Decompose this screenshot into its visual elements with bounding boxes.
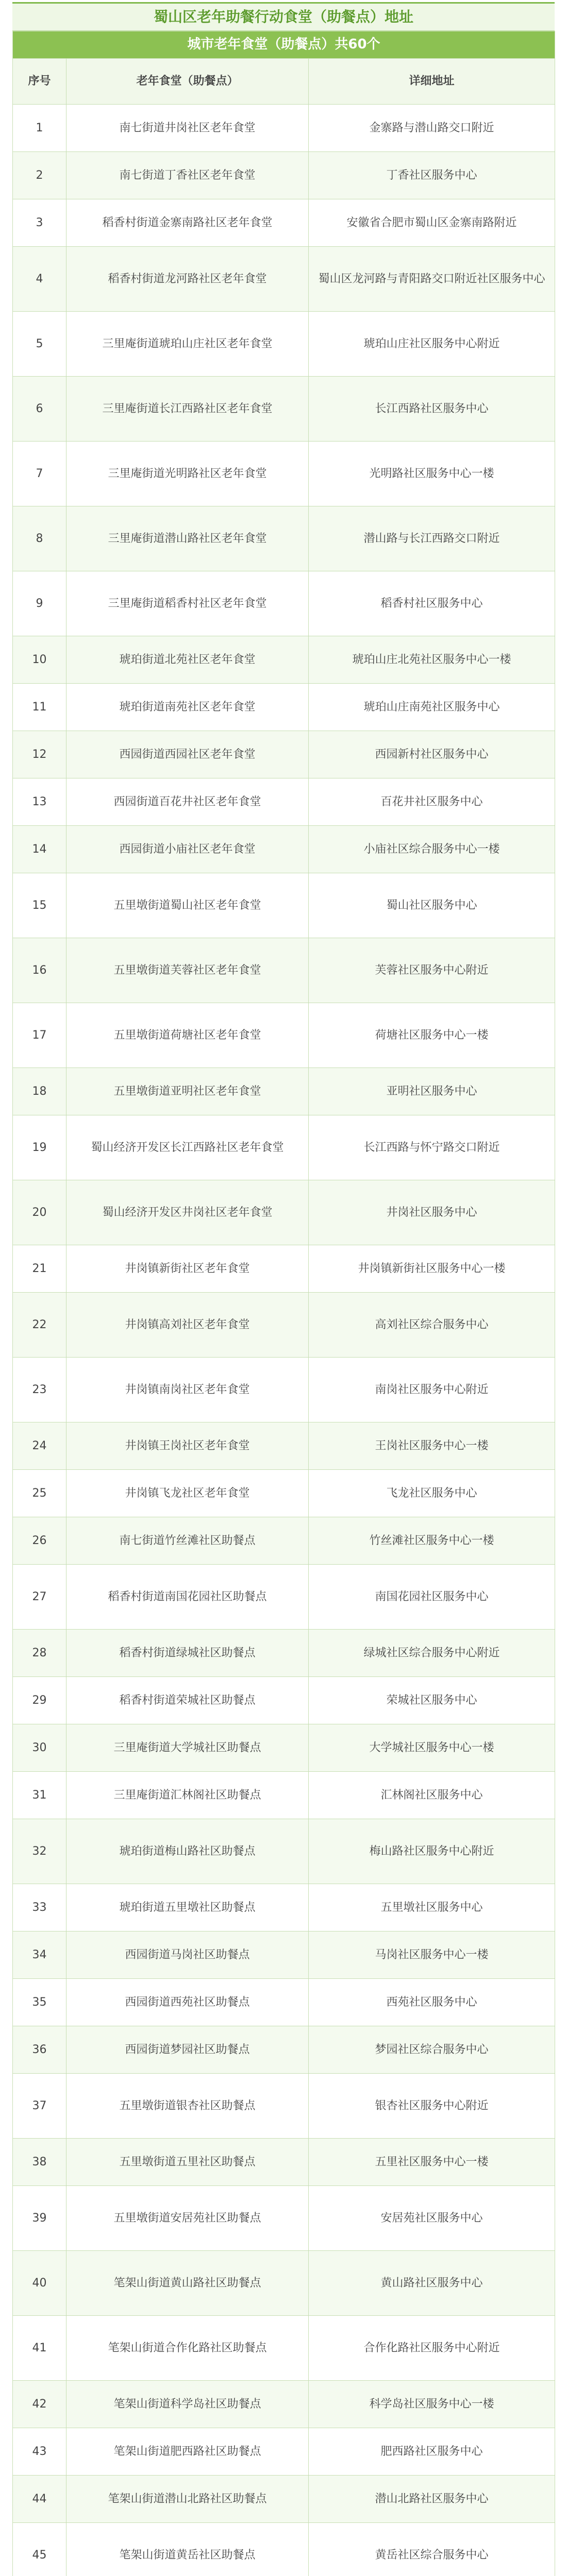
canteen-name: 井岗镇王岗社区老年食堂 — [66, 1422, 309, 1470]
canteen-address: 高刘社区综合服务中心 — [309, 1293, 555, 1358]
canteen-address: 潜山路与长江西路交口附近 — [309, 506, 555, 571]
row-number: 41 — [13, 2316, 66, 2381]
table-row — [13, 636, 555, 684]
canteen-name: 南七街道丁香社区老年食堂 — [66, 152, 309, 199]
table-row — [13, 571, 555, 636]
table-row — [13, 1565, 555, 1630]
canteen-address: 稻香村社区服务中心 — [309, 571, 555, 636]
row-number: 13 — [13, 778, 66, 826]
row-number: 10 — [13, 636, 66, 684]
canteen-name: 稻香村街道龙河路社区老年食堂 — [66, 247, 309, 312]
row-number: 39 — [13, 2186, 66, 2251]
canteen-address: 西苑社区服务中心 — [309, 1979, 555, 2026]
canteen-name: 蜀山经济开发区井岗社区老年食堂 — [66, 1180, 309, 1245]
canteen-address: 荣城社区服务中心 — [309, 1677, 555, 1724]
canteen-name: 三里庵街道汇林阁社区助餐点 — [66, 1772, 309, 1819]
canteen-address: 百花井社区服务中心 — [309, 778, 555, 826]
row-number: 3 — [13, 199, 66, 247]
canteen-address: 王岗社区服务中心一楼 — [309, 1422, 555, 1470]
canteen-address: 五里墩社区服务中心 — [309, 1884, 555, 1931]
table-row — [13, 2251, 555, 2316]
row-number: 21 — [13, 1245, 66, 1293]
row-number: 44 — [13, 2476, 66, 2523]
table-row — [13, 312, 555, 377]
row-number: 17 — [13, 1003, 66, 1068]
row-number: 2 — [13, 152, 66, 199]
canteen-address: 潜山北路社区服务中心 — [309, 2476, 555, 2523]
canteen-name: 西园街道西苑社区助餐点 — [66, 1979, 309, 2026]
table-row — [13, 1772, 555, 1819]
canteen-address: 绿城社区综合服务中心附近 — [309, 1630, 555, 1677]
row-number: 15 — [13, 873, 66, 938]
canteen-address: 蜀山区龙河路与青阳路交口附近社区服务中心 — [309, 247, 555, 312]
canteen-name: 五里墩街道五里社区助餐点 — [66, 2139, 309, 2186]
row-number: 24 — [13, 1422, 66, 1470]
row-number: 37 — [13, 2074, 66, 2139]
canteen-name: 琥珀街道五里墩社区助餐点 — [66, 1884, 309, 1931]
canteen-address: 丁香社区服务中心 — [309, 152, 555, 199]
canteen-name: 五里墩街道安居苑社区助餐点 — [66, 2186, 309, 2251]
canteen-address: 银杏社区服务中心附近 — [309, 2074, 555, 2139]
table-row — [13, 2026, 555, 2074]
canteen-table — [12, 31, 555, 2576]
canteen-name: 稻香村街道荣城社区助餐点 — [66, 1677, 309, 1724]
canteen-address: 梅山路社区服务中心附近 — [309, 1819, 555, 1884]
table-row — [13, 1245, 555, 1293]
canteen-name: 琥珀街道北苑社区老年食堂 — [66, 636, 309, 684]
canteen-address: 小庙社区综合服务中心一楼 — [309, 826, 555, 873]
canteen-name: 五里墩街道亚明社区老年食堂 — [66, 1068, 309, 1115]
table-row — [13, 1630, 555, 1677]
table-row — [13, 1724, 555, 1772]
canteen-address: 南国花园社区服务中心 — [309, 1565, 555, 1630]
row-number: 12 — [13, 731, 66, 778]
row-number: 8 — [13, 506, 66, 571]
canteen-address: 飞龙社区服务中心 — [309, 1470, 555, 1517]
canteen-address: 黄山路社区服务中心 — [309, 2251, 555, 2316]
row-number: 5 — [13, 312, 66, 377]
table-row — [13, 152, 555, 199]
row-number: 23 — [13, 1358, 66, 1422]
canteen-name: 蜀山经济开发区长江西路社区老年食堂 — [66, 1115, 309, 1180]
row-number: 42 — [13, 2381, 66, 2428]
table-row — [13, 2476, 555, 2523]
canteen-address: 合作化路社区服务中心附近 — [309, 2316, 555, 2381]
column-header-address: 详细地址 — [309, 59, 555, 105]
table-row — [13, 2316, 555, 2381]
canteen-address: 大学城社区服务中心一楼 — [309, 1724, 555, 1772]
row-number: 7 — [13, 442, 66, 506]
canteen-address: 井岗镇新街社区服务中心一楼 — [309, 1245, 555, 1293]
canteen-name: 南七街道竹丝滩社区助餐点 — [66, 1517, 309, 1565]
canteen-address: 长江西路与怀宁路交口附近 — [309, 1115, 555, 1180]
table-row — [13, 1003, 555, 1068]
canteen-name: 三里庵街道稻香村社区老年食堂 — [66, 571, 309, 636]
row-number: 27 — [13, 1565, 66, 1630]
canteen-name: 笔架山街道黄岳社区助餐点 — [66, 2523, 309, 2576]
table-row — [13, 199, 555, 247]
table-row — [13, 731, 555, 778]
canteen-address: 琥珀山庄北苑社区服务中心一楼 — [309, 636, 555, 684]
row-number: 31 — [13, 1772, 66, 1819]
canteen-address: 竹丝滩社区服务中心一楼 — [309, 1517, 555, 1565]
canteen-name: 井岗镇新街社区老年食堂 — [66, 1245, 309, 1293]
table-row — [13, 2074, 555, 2139]
table-row — [13, 2523, 555, 2576]
table-row — [13, 1180, 555, 1245]
canteen-address: 琥珀山庄南苑社区服务中心 — [309, 684, 555, 731]
row-number: 30 — [13, 1724, 66, 1772]
canteen-name: 西园街道梦园社区助餐点 — [66, 2026, 309, 2074]
canteen-name: 琥珀街道南苑社区老年食堂 — [66, 684, 309, 731]
canteen-address: 亚明社区服务中心 — [309, 1068, 555, 1115]
canteen-address: 五里社区服务中心一楼 — [309, 2139, 555, 2186]
canteen-address: 琥珀山庄社区服务中心附近 — [309, 312, 555, 377]
table-row — [13, 1115, 555, 1180]
canteen-address: 安居苑社区服务中心 — [309, 2186, 555, 2251]
canteen-address: 南岗社区服务中心附近 — [309, 1358, 555, 1422]
table-row — [13, 2428, 555, 2476]
canteen-address: 安徽省合肥市蜀山区金寨南路附近 — [309, 199, 555, 247]
row-number: 26 — [13, 1517, 66, 1565]
canteen-address: 西园新村社区服务中心 — [309, 731, 555, 778]
table-row — [13, 1470, 555, 1517]
row-number: 9 — [13, 571, 66, 636]
table-subheader-row — [13, 31, 555, 59]
table-row — [13, 2186, 555, 2251]
canteen-name: 笔架山街道合作化路社区助餐点 — [66, 2316, 309, 2381]
canteen-name: 笔架山街道黄山路社区助餐点 — [66, 2251, 309, 2316]
canteen-address: 马岗社区服务中心一楼 — [309, 1931, 555, 1979]
table-row — [13, 377, 555, 442]
table-row — [13, 1422, 555, 1470]
row-number: 4 — [13, 247, 66, 312]
canteen-name: 西园街道西园社区老年食堂 — [66, 731, 309, 778]
table-row — [13, 1358, 555, 1422]
table-row — [13, 1931, 555, 1979]
row-number: 29 — [13, 1677, 66, 1724]
document-title: 蜀山区老年助餐行动食堂（助餐点）地址 — [12, 2, 555, 31]
row-number: 25 — [13, 1470, 66, 1517]
row-number: 35 — [13, 1979, 66, 2026]
canteen-name: 三里庵街道琥珀山庄社区老年食堂 — [66, 312, 309, 377]
table-row — [13, 684, 555, 731]
canteen-address: 金寨路与潜山路交口附近 — [309, 105, 555, 152]
canteen-address: 芙蓉社区服务中心附近 — [309, 938, 555, 1003]
table-row — [13, 1884, 555, 1931]
canteen-address: 肥西路社区服务中心 — [309, 2428, 555, 2476]
canteen-name: 五里墩街道芙蓉社区老年食堂 — [66, 938, 309, 1003]
table-row — [13, 1517, 555, 1565]
table-row — [13, 1293, 555, 1358]
table-row — [13, 105, 555, 152]
canteen-name: 三里庵街道大学城社区助餐点 — [66, 1724, 309, 1772]
table-body — [13, 31, 555, 2576]
row-number: 28 — [13, 1630, 66, 1677]
row-number: 33 — [13, 1884, 66, 1931]
table-row — [13, 938, 555, 1003]
canteen-name: 稻香村街道绿城社区助餐点 — [66, 1630, 309, 1677]
table-row — [13, 1068, 555, 1115]
row-number: 18 — [13, 1068, 66, 1115]
table-row — [13, 1819, 555, 1884]
canteen-address: 井岗社区服务中心 — [309, 1180, 555, 1245]
canteen-address: 蜀山社区服务中心 — [309, 873, 555, 938]
canteen-name: 三里庵街道光明路社区老年食堂 — [66, 442, 309, 506]
canteen-address: 荷塘社区服务中心一楼 — [309, 1003, 555, 1068]
canteen-name: 琥珀街道梅山路社区助餐点 — [66, 1819, 309, 1884]
canteen-address: 黄岳社区综合服务中心 — [309, 2523, 555, 2576]
canteen-address: 长江西路社区服务中心 — [309, 377, 555, 442]
table-row — [13, 1979, 555, 2026]
row-number: 38 — [13, 2139, 66, 2186]
table-row — [13, 2139, 555, 2186]
canteen-name: 笔架山街道潜山北路社区助餐点 — [66, 2476, 309, 2523]
canteen-name: 三里庵街道潜山路社区老年食堂 — [66, 506, 309, 571]
table-row — [13, 2381, 555, 2428]
canteen-address: 科学岛社区服务中心一楼 — [309, 2381, 555, 2428]
canteen-name: 三里庵街道长江西路社区老年食堂 — [66, 377, 309, 442]
row-number: 19 — [13, 1115, 66, 1180]
table-row — [13, 1677, 555, 1724]
canteen-address: 梦园社区综合服务中心 — [309, 2026, 555, 2074]
canteen-name: 稻香村街道南国花园社区助餐点 — [66, 1565, 309, 1630]
row-number: 36 — [13, 2026, 66, 2074]
canteen-name: 五里墩街道银杏社区助餐点 — [66, 2074, 309, 2139]
canteen-name: 五里墩街道荷塘社区老年食堂 — [66, 1003, 309, 1068]
canteen-name: 笔架山街道肥西路社区助餐点 — [66, 2428, 309, 2476]
row-number: 16 — [13, 938, 66, 1003]
row-number: 1 — [13, 105, 66, 152]
row-number: 45 — [13, 2523, 66, 2576]
canteen-name: 井岗镇高刘社区老年食堂 — [66, 1293, 309, 1358]
canteen-name: 笔架山街道科学岛社区助餐点 — [66, 2381, 309, 2428]
row-number: 40 — [13, 2251, 66, 2316]
row-number: 6 — [13, 377, 66, 442]
table-row — [13, 778, 555, 826]
row-number: 20 — [13, 1180, 66, 1245]
row-number: 43 — [13, 2428, 66, 2476]
canteen-name: 西园街道百花井社区老年食堂 — [66, 778, 309, 826]
row-number: 22 — [13, 1293, 66, 1358]
table-row — [13, 442, 555, 506]
row-number: 11 — [13, 684, 66, 731]
canteen-name: 井岗镇飞龙社区老年食堂 — [66, 1470, 309, 1517]
canteen-name: 西园街道马岗社区助餐点 — [66, 1931, 309, 1979]
table-subheader: 城市老年食堂（助餐点）共60个 — [13, 31, 555, 59]
canteen-name: 五里墩街道蜀山社区老年食堂 — [66, 873, 309, 938]
column-header-row — [13, 59, 555, 105]
row-number: 34 — [13, 1931, 66, 1979]
canteen-name: 西园街道小庙社区老年食堂 — [66, 826, 309, 873]
table-row — [13, 873, 555, 938]
column-header-number: 序号 — [13, 59, 66, 105]
canteen-name: 南七街道井岗社区老年食堂 — [66, 105, 309, 152]
row-number: 14 — [13, 826, 66, 873]
canteen-name: 稻香村街道金寨南路社区老年食堂 — [66, 199, 309, 247]
canteen-address: 汇林阁社区服务中心 — [309, 1772, 555, 1819]
table-row — [13, 826, 555, 873]
table-row — [13, 506, 555, 571]
column-header-canteen: 老年食堂（助餐点） — [66, 59, 309, 105]
canteen-name: 井岗镇南岗社区老年食堂 — [66, 1358, 309, 1422]
canteen-address: 光明路社区服务中心一楼 — [309, 442, 555, 506]
row-number: 32 — [13, 1819, 66, 1884]
table-row — [13, 247, 555, 312]
